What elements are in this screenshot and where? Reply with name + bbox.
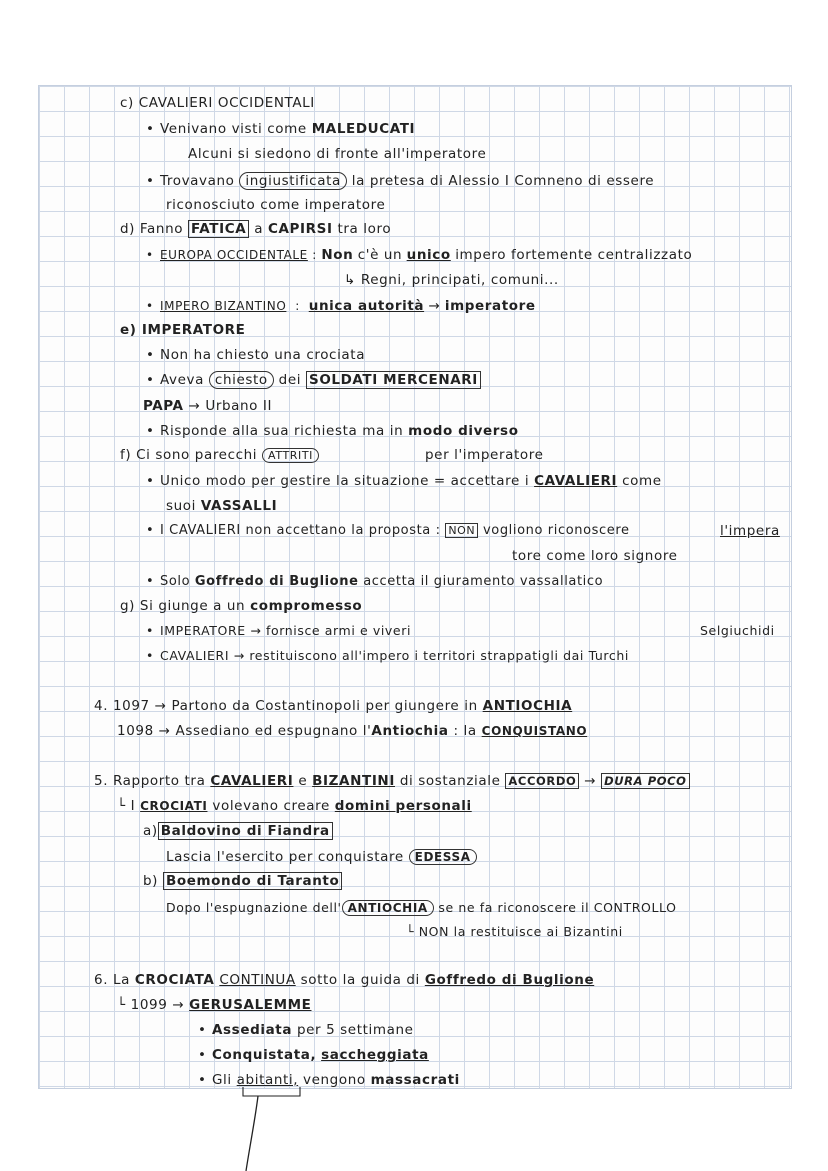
section-d-heading: d) Fanno FATICA a CAPIRSI tra loro: [120, 221, 392, 237]
section-e-bullet-3: • Risponde alla sua richiesta ma in modo diverso: [146, 423, 519, 439]
section-c-bullet-2-cont: riconosciuto come imperatore: [166, 197, 386, 213]
section-f-bullet-1: • Unico modo per gestire la situazione = accettare i CAVALIERI come: [146, 473, 662, 489]
section-g-heading: g) Si giunge a un compromesso: [120, 598, 363, 614]
section-e-bullet-2: • Aveva chiesto dei SOLDATI MERCENARI: [146, 371, 481, 389]
section-4-line-2: 1098 → Assediano ed espugnano l'Antiochia : la CONQUISTANO: [117, 723, 588, 739]
section-f-bullet-3: • Solo Goffredo di Buglione accetta il giuramento vassallatico: [146, 574, 604, 589]
section-f-bullet-2: • I CAVALIERI non accettano la proposta : NON vogliono riconoscere: [146, 523, 630, 538]
section-5-a-sub: Lascia l'esercito per conquistare EDESSA: [166, 848, 477, 866]
section-5-line-2: └ I CROCIATI volevano creare domini personali: [117, 798, 472, 814]
section-4-line-1: 4. 1097 → Partono da Costantinopoli per giungere in ANTIOCHIA: [94, 698, 573, 714]
section-5-b-sub-2: └ NON la restituisce ai Bizantini: [406, 924, 623, 939]
section-6-bullet-2: • Conquistata, saccheggiata: [198, 1047, 429, 1063]
section-c-bullet-2: • Trovavano ingiustificata la pretesa di Alessio I Comneno di essere: [146, 173, 655, 189]
section-d-bullet-1: • EUROPA OCCIDENTALE : Non c'è un unico impero fortemente centralizzato: [146, 247, 693, 263]
section-f-bullet-1-cont: suoi VASSALLI: [166, 498, 278, 514]
section-5-b-sub: Dopo l'espugnazione dell' ANTIOCHIA se ne fa riconoscere il CONTROLLO: [166, 900, 677, 915]
section-g-bullet-1: • IMPERATORE → fornisce armi e viveri: [146, 623, 412, 638]
section-c-heading: c) CAVALIERI OCCIDENTALI: [120, 95, 315, 111]
section-e-bullet-1: • Non ha chiesto una crociata: [146, 347, 366, 363]
section-f-bullet-2-cont: tore come loro signore: [512, 548, 678, 564]
section-f-bullet-2-end: l'impera: [720, 523, 780, 539]
section-e-heading: e) IMPERATORE: [120, 322, 246, 338]
section-f-heading: f) Ci sono parecchi ATTRITI: [120, 446, 319, 465]
section-f-note: per l'imperatore: [425, 447, 544, 463]
section-5-line-1: 5. Rapporto tra CAVALIERI e BIZANTINI di sostanziale ACCORDO → DURA POCO: [94, 772, 690, 790]
section-d-bullet-2: • IMPERO BIZANTINO : unica autorità → imperatore: [146, 298, 536, 314]
section-6-line-2: └ 1099 → GERUSALEMME: [117, 997, 312, 1013]
section-6-bullet-3: • Gli abitanti, vengono massacrati: [198, 1072, 460, 1088]
section-g-note: Selgiuchidi: [700, 623, 775, 638]
section-e-papa: PAPA → Urbano II: [143, 398, 273, 414]
section-5-b: b) Boemondo di Taranto: [143, 872, 342, 890]
section-g-bullet-2: • CAVALIERI → restituiscono all'impero i territori strappatigli dai Turchi: [146, 648, 629, 663]
section-c-sub-1: Alcuni si siedono di fronte all'imperatore: [188, 146, 487, 162]
section-6-line-1: 6. La CROCIATA CONTINUA sotto la guida di Goffredo di Buglione: [94, 972, 595, 988]
section-c-bullet-1: • Venivano visti come MALEDUCATI: [146, 121, 416, 137]
section-5-a: a) Baldovino di Fiandra: [143, 822, 333, 840]
section-6-bullet-1: • Assediata per 5 settimane: [198, 1022, 414, 1038]
section-d-sub-1: ↳ Regni, principati, comuni...: [344, 272, 559, 288]
